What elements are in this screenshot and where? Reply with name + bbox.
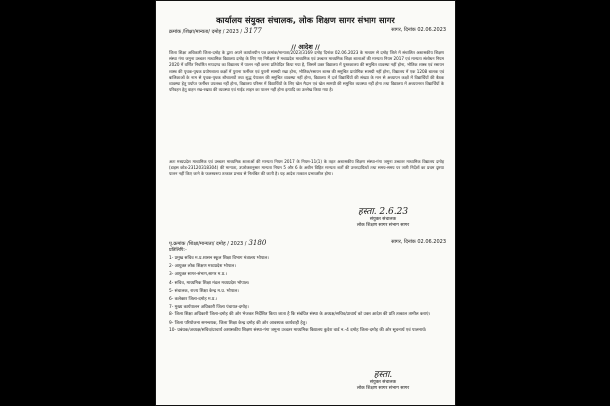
signatory-title-2: संयुक्त संचालक (369, 380, 397, 385)
list-item: 4- सचिव, माध्यमिक शिक्षा मंडल मध्यप्रदेश भोपाल। (169, 280, 250, 286)
list-item: 10- प्रबंधक/अध्यक्ष/सचिव/प्राचार्य अशासकीय शिक्षण संस्था-गंगा जमुना उच्चतर माध्यमिक विद्यालय कुदेरा वार्ड न.-4 दमोह जिला-दमोह की ओर सूचनार्थ एवं पालनार्थ। (169, 328, 427, 334)
order-paragraph-2: अतः मध्यप्रदेश माध्यमिक एवं उच्चतर माध्यमिक शालाओं की मान्यता नियम 2017 के नियम-11(1) के तहत अशासकीय शिक्षण संस्था-गंगा जमुना उच्चतर माध्यमिक विद्यालय दमोह (डाइस कोड-23120318304) की मान्यता, उपरोक्तानुसार मान्यता नियम 5 और 6 के अधीन विहित मान्यता शर्तों की उत्तरदायित्वों तथा समय-समय पर जारी निर्देशों का प्रथम दृष्टया पालन नहीं किए जाने के फलस्वरूप तत्काल प्रभाव से निलंबित की जाती है। यह आदेश तत्काल प्रभावशील होगा। (169, 159, 444, 177)
signature-scribble-2: हस्ता. (373, 370, 393, 380)
order-document (155, 0, 456, 406)
list-item: 7- मुख्य कार्यपालन अधिकारी जिला पंचायत-दमोह। (169, 305, 249, 311)
endorse-handwritten: 3180 (248, 239, 267, 247)
office-title: कार्यालय संयुक्त संचालक, लोक शिक्षण सागर संभाग सागर (216, 15, 395, 25)
list-item: 5- संचालक, राज्य शिक्षा केन्द्र म.प्र. भोपाल। (169, 288, 239, 294)
list-item: 8- जिला शिक्षा अधिकारी जिला-दमोह की ओर भेजकर निर्देशित किया जाता है कि संबंधित संस्था के अध्यक्ष/सचिव/प्राचार्य को उक्त आदेश की प्रति तत्काल तामील कराएं। (169, 312, 431, 318)
place-date: सागर, दिनांक 02.06.2023 (391, 27, 446, 33)
ref-number-text: क्रमांक /शिक्षा/मान्यता/ दमोह / 2023 / (169, 29, 243, 35)
order-paragraph-1: जिला शिक्षा अधिकारी जिला-दमोह के द्वारा अपने कार्यालयीन पत्र क्रमांक/मान्यता/2023/3169 दमोह दिनांक 02.06.2023 के माध्यम से दमोह जिले में संचालित अशासकीय शिक्षण संस्था गंगा जमुना उच्चतर माध्यमिक विद्यालय दमोह के लिए गए निरीक्षण में मध्यप्रदेश माध्यमिक एवं उच्चतर माध्यमिक शिक्षा शालाओं की मान्यता नियम 2017 एवं मान्यता संशोधन नियम 2020 में वर्णित निर्धारित मापदण्ड का विद्यालय में पालन नहीं करना प्रतिवेदित किया गया है, जिसमें उक्त विद्यालय में पुस्तकालय की समुचित व्यवस्था नहीं होना, भौतिक शास्त्र एवं रसायन शास्त्र की पृथक-पृथक प्रयोगशाला कक्षों में पुराना फर्नीचर एवं पुरानी सामग्री रखा होना, भौतिक/रसायन शास्त्र की समुचित प्रायोगिक सामग्री नहीं होना, विद्यालय में एक 1208 बालक एवं बालिकाओं के नाम से पृथक-पृथक शौचालयों तथा शुद्ध पेयजल की समुचित व्यवस्था नहीं होना, विद्यालय में दर्ज विद्यार्थियों की संख्या के मान से अध्यापन कक्षों में विद्यार्थियों की बैठक व्यवस्था हेतु पर्याप्त फर्नीचर उपलब्ध नहीं होना, विद्यालय परिसर में विद्यार्थियों के लिए खेल मैदान एवं खेल सामग्री की समुचित व्यवस्था नहीं होना तथा विद्यालय में अध्ययनरत विद्यार्थियों के परिवहन हेतु वाहन रख-रखाव की व्यवस्था एवं गाईड लाइन का पालन नहीं होना इत्यादि का उल्लेख किया गया है। (169, 50, 444, 93)
ref-handwritten: 3177 (244, 27, 262, 35)
list-item: 3- आयुक्त सागर-संभाग,सागर म.प्र.। (169, 272, 228, 278)
list-item: 1- प्रमुख सचिव म.प्र.शासन स्कूल शिक्षा विभाग मंत्रालय भोपाल। (169, 256, 269, 261)
copy-list (169, 255, 444, 336)
endorsement-line (169, 239, 446, 247)
order-heading: // आदेश // (291, 43, 320, 51)
signatory-title: संयुक्त संचालक (369, 217, 397, 222)
copy-to-label: प्रतिलिपि:- (169, 248, 187, 253)
reference-line (169, 27, 446, 35)
signature-block-1 (323, 207, 443, 229)
endorse-ref-text: पृ.क्रमांक /शिक्षा/मान्यता/ दमोह / 2023 / (169, 241, 247, 247)
list-item: 2- आयुक्त लोक शिक्षण मध्यप्रदेश भोपाल। (169, 264, 236, 270)
signatory-office-2: लोक शिक्षण सागर संभाग सागर (356, 386, 410, 391)
endorse-ref (169, 239, 266, 247)
list-item: 6- कलेक्टर जिला-दमोह म.प्र.। (169, 297, 218, 303)
signature-scribble-1: हस्ता. 2.6.23 (357, 207, 409, 217)
signature-block-2 (323, 370, 443, 392)
signatory-office: लोक शिक्षण सागर संभाग सागर (356, 223, 410, 228)
ref-number (169, 27, 262, 35)
endorse-place-date: सागर, दिनांक 02.06.2023 (391, 239, 446, 245)
list-item: 9- जिला परियोजना समन्वयक, जिला शिक्षा केन्द्र दमोह की ओर आवश्यक कार्यवाही हेतु। (169, 320, 307, 326)
